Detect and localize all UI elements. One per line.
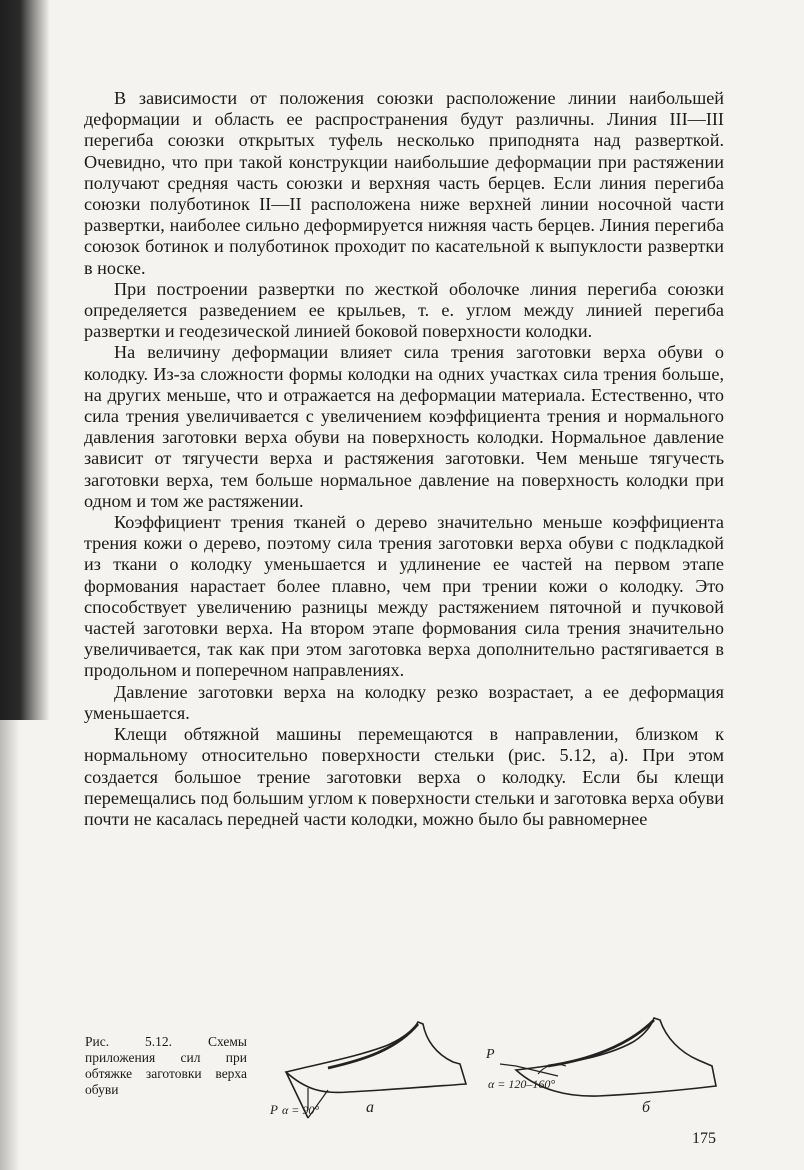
paragraph: В зависимости от положения союзки расположение линии наибольшей деформации и область ее распространения будут различны. Линия III—III перегиба союзки открытых туфель несколько приподнята над разверткой. Очевидно, что при такой конструкции наибольшие деформации при растяжении получают средняя часть союзки и верхняя часть берцев. Если линия перегиба союзки полуботинок II—II расположена ниже верхней линии носочной части развертки, наиболее сильно деформируется нижняя часть берцев. Линия перегиба союзок ботинок и полуботинок проходит по касательной к выпуклости развертки в носке. xyxy=(84,88,724,278)
diagram-a-force-label: P xyxy=(270,1102,278,1117)
diagram-b-angle-label: α = 120–160° xyxy=(488,1077,556,1091)
book-edge-shadow xyxy=(0,720,20,1170)
paragraph: Клещи обтяжной машины перемещаются в направлении, близком к нормальному относительно поверхности стельки (рис. 5.12, а). При этом создается большое трение заготовки верха о колодку. Если бы клещи перемещались под большим углом к поверхности стельки и заготовка верха обуви почти не касалась передней части колодки, можно было бы равномернее xyxy=(84,724,724,829)
diagram-b-letter: б xyxy=(642,1099,651,1116)
paragraph: Давление заготовки верха на колодку резко возрастает, а ее деформация уменьшается. xyxy=(84,681,724,723)
paragraph: При построении развертки по жесткой оболочке линия перегиба союзки определяется разведением ее крыльев, т. е. углом между линией перегиба развертки и геодезической линией боковой поверхности колодки. xyxy=(84,278,724,342)
body-text xyxy=(84,88,724,830)
book-spine-shadow xyxy=(0,0,50,720)
figure-caption: Рис. 5.12. Схемы приложения сил при обтяжке заготовки верха обуви xyxy=(85,1034,247,1097)
diagram-a-letter: а xyxy=(366,1099,374,1116)
paragraph: Коэффициент трения тканей о дерево значительно меньше коэффициента трения кожи о дерево, поэтому сила трения заготовки верха обуви с подкладкой из ткани о колодку уменьшается и удлинение ее частей на первом этапе формования нарастает более плавно, чем при трении кожи о колодку. Это способствует увеличению разницы между растяжением пяточной и пучковой частей заготовки верха. На втором этапе формования сила трения значительно увеличивается, так как при этом заготовка верха дополнительно растягивается в продольном и поперечном направлениях. xyxy=(84,512,724,681)
diagram-b-force-label: P xyxy=(486,1047,495,1062)
page-number: 175 xyxy=(692,1130,716,1147)
paragraph: На величину деформации влияет сила трения заготовки верха обуви о колодку. Из-за сложности формы колодки на одних участках сила трения больше, на других меньше, что и отражается на деформации материала. Естественно, что сила трения увеличивается с увеличением коэффициента трения и нормального давления заготовки верха обуви на поверхность колодки. Нормальное давление зависит от тягучести верха и растяжения заготовки. Чем меньше тягучесть заготовки верха, тем больше нормальное давление на поверхность колодки при одном и том же растяжении. xyxy=(84,342,724,511)
diagram-a-angle-label: α = 90° xyxy=(282,1103,320,1117)
figure-shoe-diagrams xyxy=(268,1010,728,1128)
